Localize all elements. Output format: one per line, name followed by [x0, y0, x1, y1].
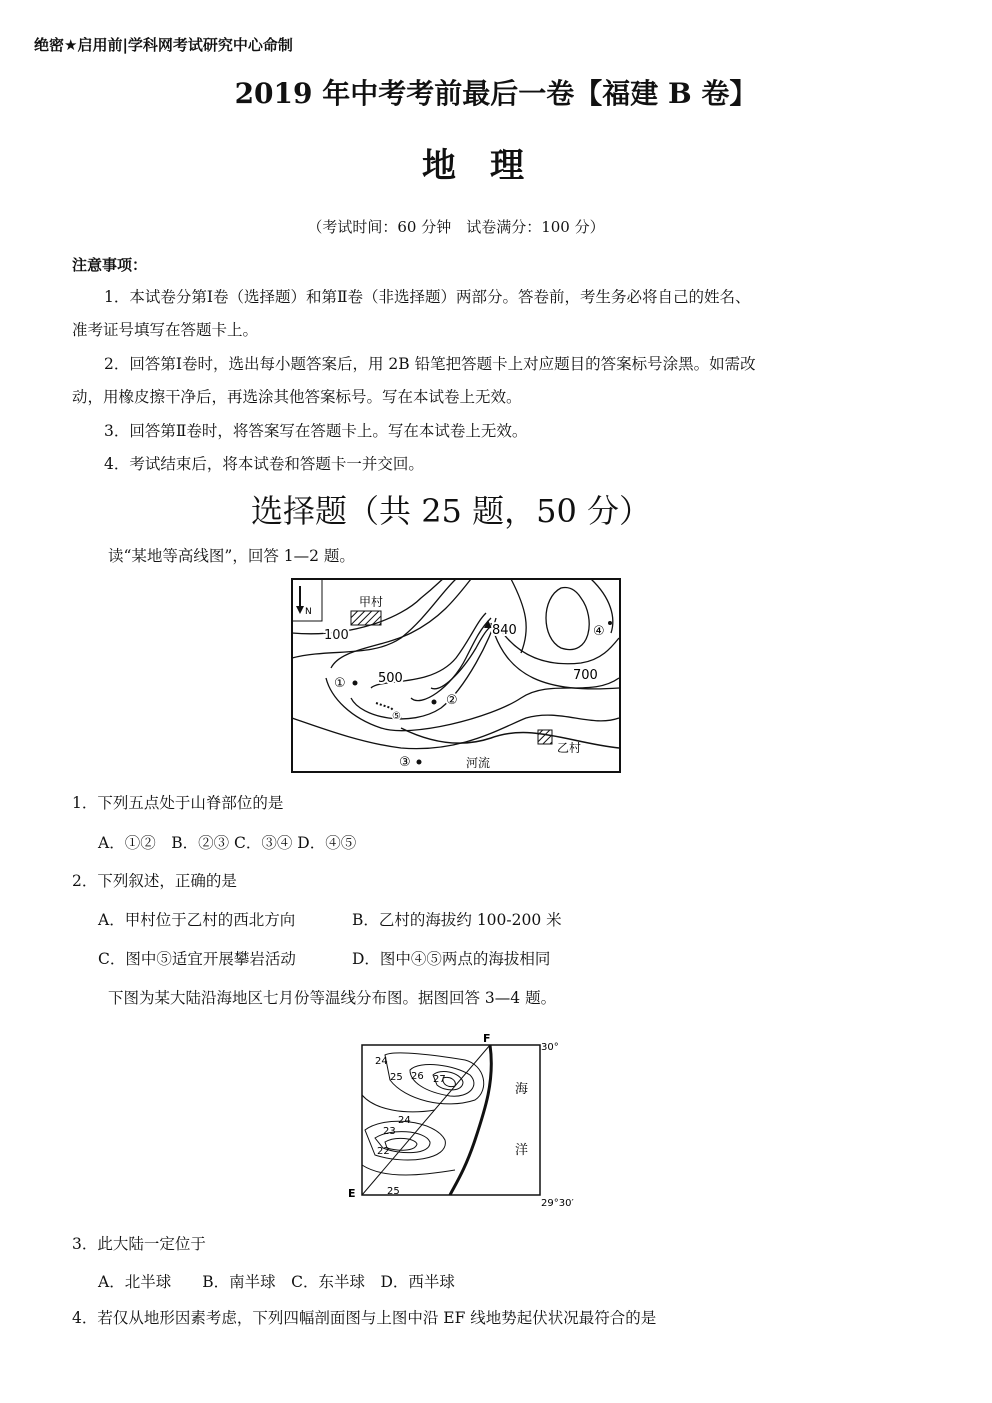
q2-stem: 2．下列叙述，正确的是 — [72, 872, 237, 890]
exam-title: 2019 年中考考前最后一卷【福建 B 卷】 — [234, 77, 758, 110]
section-title: 选择题（共 25 题，50 分） — [251, 492, 651, 530]
iso-27: 27 — [433, 1074, 446, 1085]
village-yi-label: 乙村 — [557, 741, 582, 755]
q4-stem: 4．若仅从地形因素考虑，下列四幅剖面图与上图中沿 EF 线地势起伏状况最符合的是 — [72, 1309, 657, 1327]
label-e: E — [348, 1187, 356, 1200]
q1-options: A．①② B．②③ C．③④ D．④⑤ — [98, 834, 357, 852]
lat-top: 30° — [541, 1042, 559, 1053]
iso-24-north: 24 — [375, 1056, 388, 1067]
iso-23: 23 — [383, 1126, 396, 1137]
q3-stem: 3．此大陆一定位于 — [72, 1235, 206, 1253]
contour-label-700: 700 — [573, 668, 598, 683]
intro-q1-2: 读“某地等高线图”，回答 1—2 题。 — [108, 547, 355, 565]
subject-title: 地理 — [422, 146, 558, 186]
point-1: ① — [334, 676, 346, 691]
q2-option-d: D．图中④⑤两点的海拔相同 — [352, 950, 551, 968]
q1-stem: 1．下列五点处于山脊部位的是 — [72, 794, 284, 812]
north-label: N — [305, 607, 312, 617]
notice-item-1: 1．本试卷分第Ⅰ卷（选择题）和第Ⅱ卷（非选择题）两部分。答卷前，考生务必将自己的姓名、 — [104, 288, 751, 306]
iso-22: 22 — [377, 1146, 390, 1157]
notice-item-4: 4．考试结束后，将本试卷和答题卡一并交回。 — [104, 455, 424, 473]
sea-char-1: 海 — [515, 1082, 529, 1097]
notice-item-2-cont: 动，用橡皮擦干净后，再选涂其他答案标号。写在本试卷上无效。 — [72, 388, 522, 406]
iso-26: 26 — [411, 1071, 424, 1082]
isotherm-map — [345, 1030, 600, 1210]
notice-item-1-cont: 准考证号填写在答题卡上。 — [72, 321, 259, 339]
notice-item-2: 2．回答第Ⅰ卷时，选出每小题答案后，用 2B 铅笔把答题卡上对应题目的答案标号涂黑。如需改 — [104, 355, 756, 373]
notice-title: 注意事项： — [72, 256, 148, 274]
contour-label-100: 100 — [324, 628, 349, 643]
intro-q3-4: 下图为某大陆沿海地区七月份等温线分布图。据图回答 3—4 题。 — [108, 989, 557, 1007]
river-label: 河流 — [466, 756, 491, 770]
village-jia-label: 甲村 — [359, 595, 384, 609]
contour-map — [291, 578, 621, 773]
point-4: ④ — [593, 624, 605, 639]
iso-25-north: 25 — [390, 1072, 403, 1083]
contour-label-500: 500 — [378, 671, 403, 686]
point-3: ③ — [399, 755, 411, 770]
q2-option-b: B．乙村的海拔约 100-200 米 — [352, 911, 562, 929]
q2-option-a: A．甲村位于乙村的西北方向 — [98, 911, 296, 929]
iso-25-south: 25 — [387, 1186, 400, 1197]
q2-option-c: C．图中⑤适宜开展攀岩活动 — [98, 950, 296, 968]
point-2: ② — [446, 693, 458, 708]
q3-options: A．北半球 B．南半球 C．东半球 D．西半球 — [98, 1273, 455, 1291]
point-5: ⑤ — [392, 711, 401, 722]
label-f: F — [483, 1032, 491, 1045]
notice-item-3: 3．回答第Ⅱ卷时，将答案写在答题卡上。写在本试卷上无效。 — [104, 422, 528, 440]
exam-info: （考试时间：60 分钟 试卷满分：100 分） — [307, 218, 605, 236]
lat-bottom: 29°30′ — [541, 1198, 574, 1209]
contour-label-840: 840 — [492, 623, 517, 638]
iso-24-south: 24 — [398, 1115, 411, 1126]
confidential-header: 绝密★启用前|学科网考试研究中心命制 — [34, 36, 293, 54]
sea-char-2: 洋 — [515, 1143, 529, 1158]
